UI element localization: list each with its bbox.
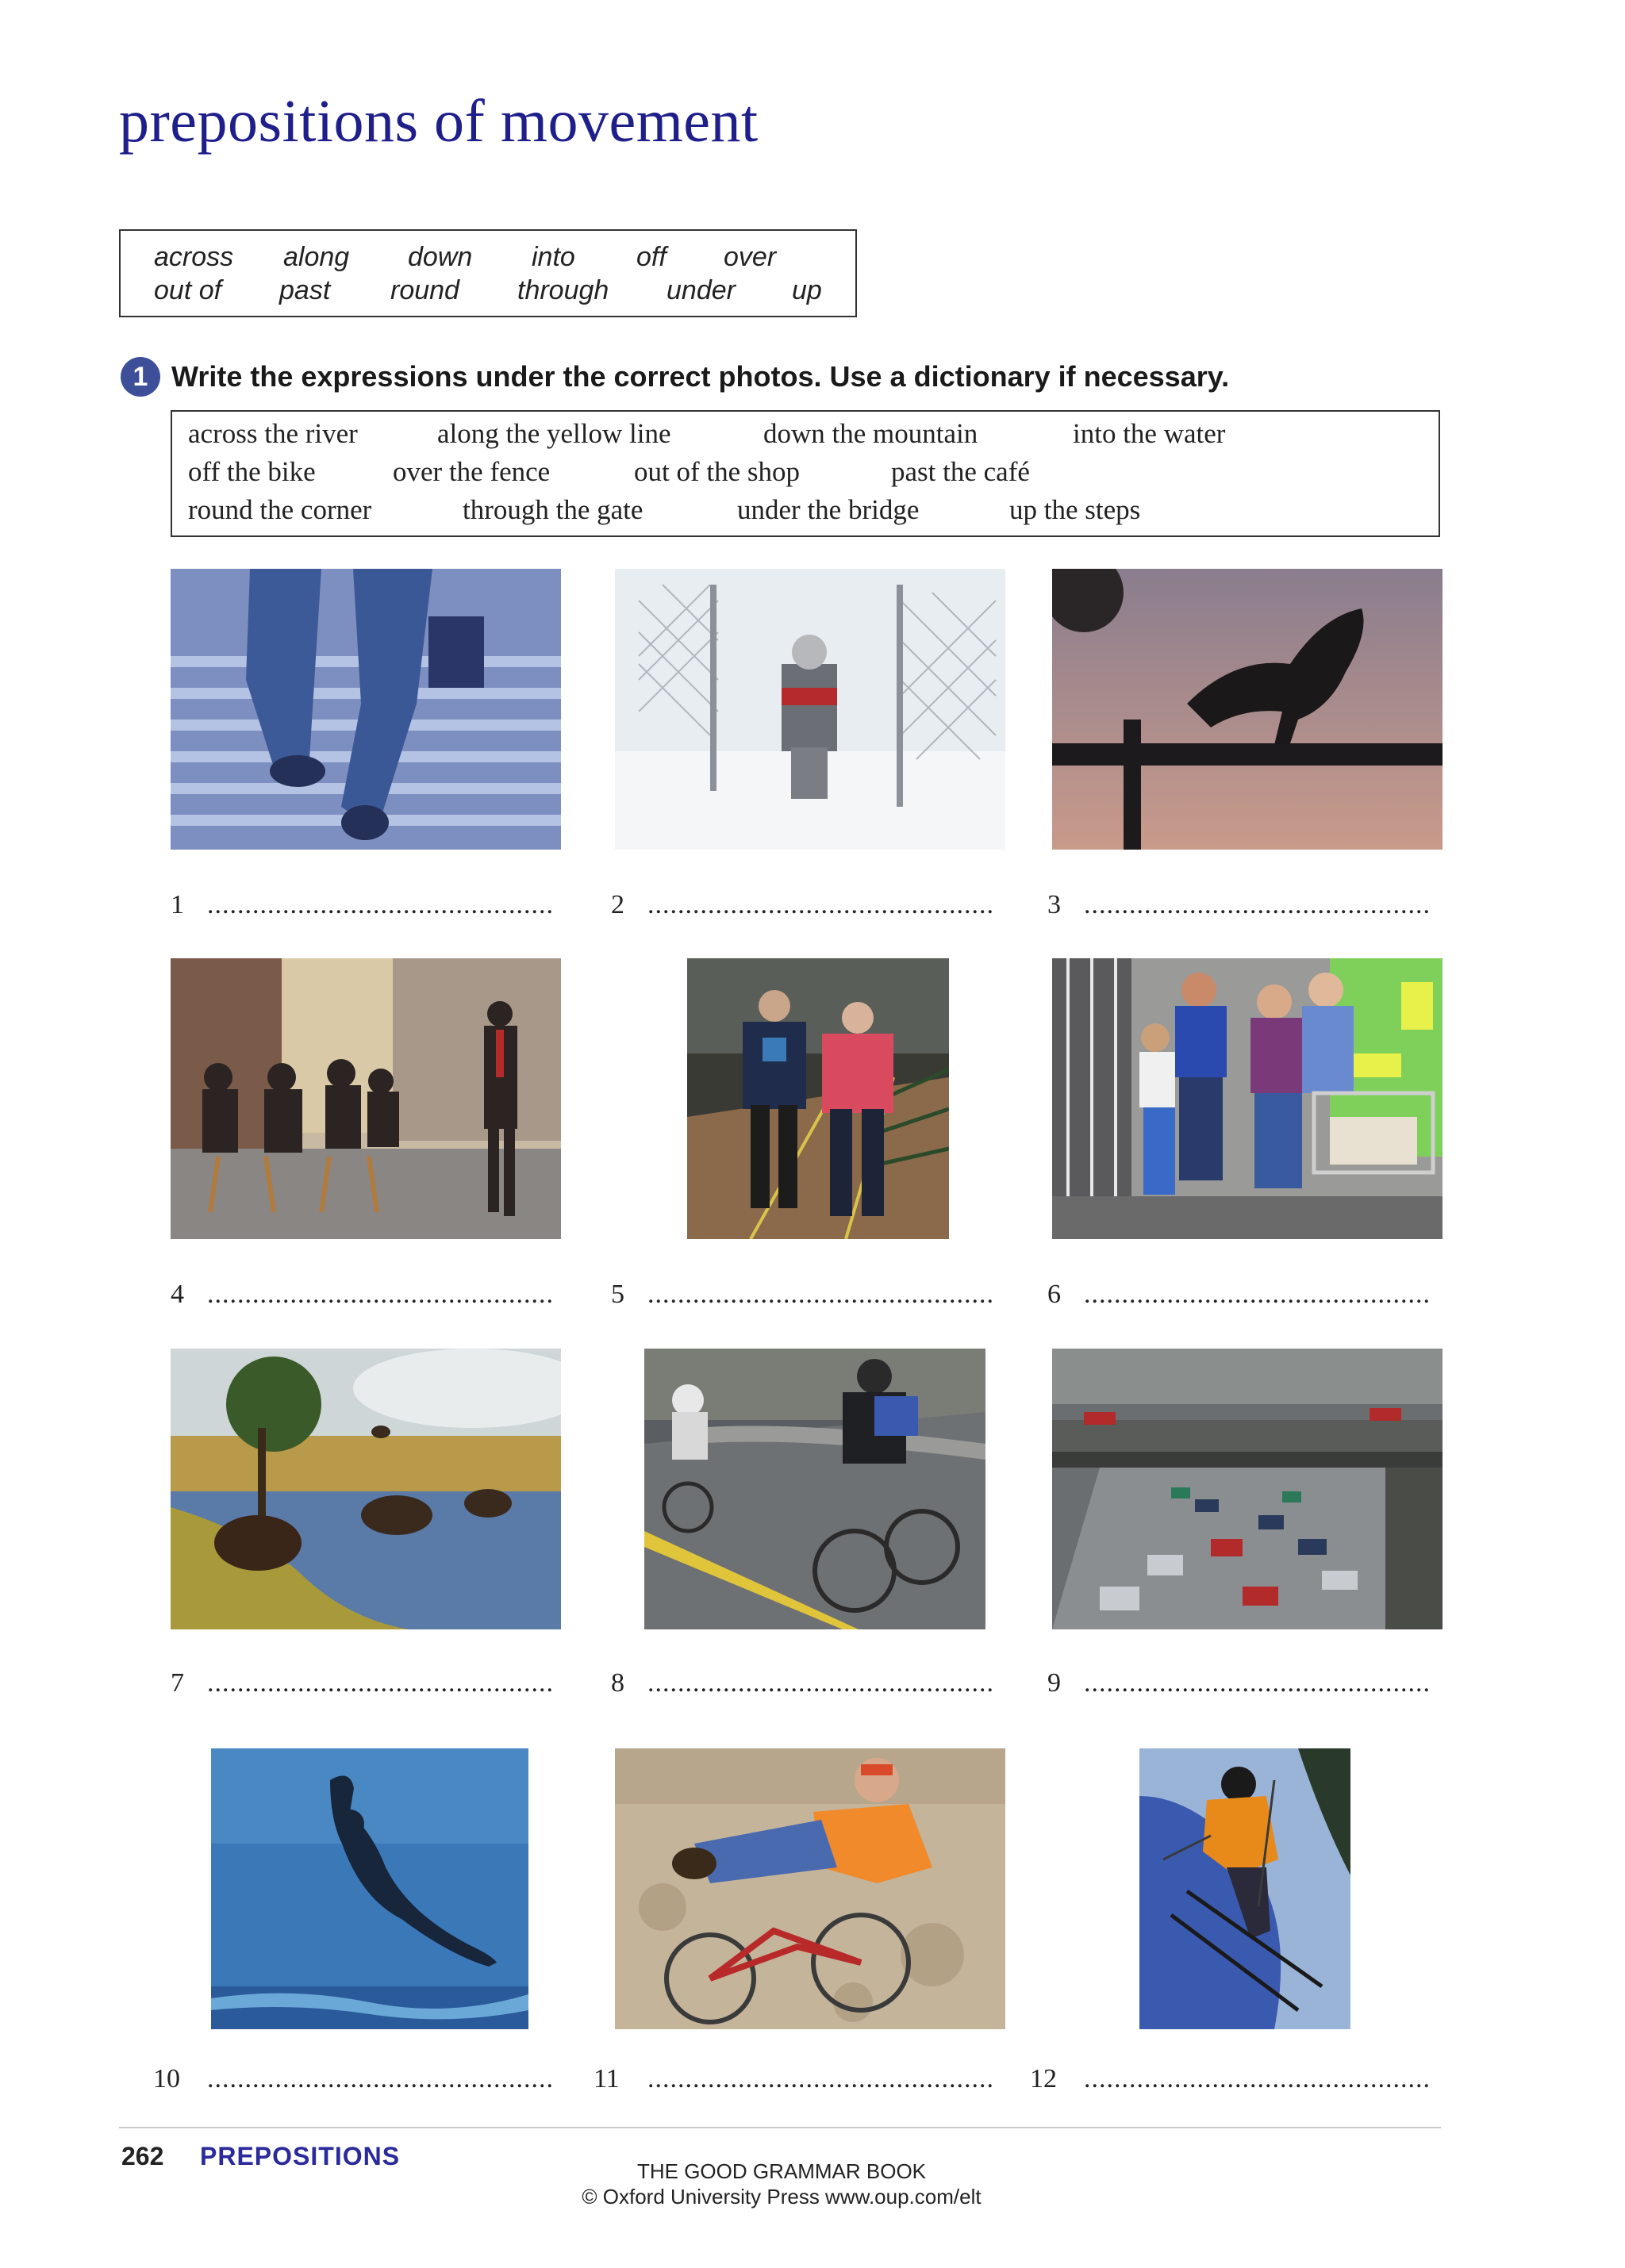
- answer-dots: ..............................................: [1084, 1280, 1431, 1309]
- photo-through-gate: [615, 569, 1005, 850]
- expression: round the corner: [188, 494, 372, 525]
- instruction-text: Write the expressions under the correct photos. Use a dictionary if necessary.: [171, 360, 1230, 393]
- preposition-word: off: [636, 242, 667, 272]
- photo-off-bike-cyclists: [644, 1349, 985, 1629]
- answer-dots: ..............................................: [207, 2064, 554, 2093]
- answer-line[interactable]: [611, 890, 994, 920]
- answer-number: 3: [1047, 890, 1061, 919]
- answer-dots: ..............................................: [1084, 2064, 1431, 2093]
- expression: down the mountain: [763, 418, 978, 449]
- photo-into-water: [211, 1748, 528, 2029]
- photo-off-bike-fall: [615, 1748, 1005, 2029]
- footer-credits: [555, 2159, 1008, 2209]
- expression: under the bridge: [737, 494, 920, 525]
- preposition-word: along: [283, 242, 350, 272]
- preposition-word: over: [724, 242, 777, 272]
- prepositions-box: [119, 229, 857, 317]
- answer-dots: ..............................................: [647, 1668, 994, 1698]
- expression: through the gate: [463, 494, 643, 525]
- photo-across-river: [171, 1349, 561, 1629]
- expression: out of the shop: [634, 456, 801, 487]
- answer-dots: ..............................................: [647, 1280, 994, 1309]
- answer-number: 10: [153, 2064, 180, 2093]
- answer-dots: ..............................................: [207, 890, 554, 919]
- preposition-word: through: [517, 275, 609, 305]
- expressions-box: [171, 410, 1440, 537]
- photo-up-steps: [171, 569, 561, 850]
- answer-line[interactable]: [611, 1668, 994, 1698]
- expression: up the steps: [1009, 494, 1141, 525]
- photo-under-bridge: [1052, 1349, 1443, 1629]
- answer-number: 5: [611, 1280, 624, 1309]
- answer-number: 12: [1030, 2064, 1057, 2093]
- expression: over the fence: [393, 456, 551, 487]
- answer-number: 7: [171, 1668, 184, 1698]
- photo-out-of-shop: [1052, 958, 1443, 1239]
- answer-line[interactable]: [1030, 2064, 1431, 2094]
- preposition-word: into: [532, 242, 575, 272]
- answer-number: 4: [171, 1280, 184, 1309]
- answer-number: 9: [1047, 1668, 1061, 1698]
- preposition-word: across: [154, 242, 234, 272]
- book-title: THE GOOD GRAMMAR BOOK: [636, 2159, 927, 2183]
- answer-dots: ..............................................: [647, 2064, 994, 2093]
- preposition-word: past: [279, 275, 331, 305]
- expression: past the café: [891, 456, 1030, 487]
- answer-number: 8: [611, 1668, 624, 1698]
- answer-line[interactable]: [171, 1280, 554, 1310]
- answer-number: 2: [611, 890, 624, 919]
- answer-line[interactable]: [171, 1668, 554, 1698]
- section-title: PREPOSITIONS: [200, 2142, 401, 2170]
- expression: into the water: [1073, 418, 1226, 449]
- answer-line[interactable]: [1047, 890, 1431, 920]
- page-number: 262: [121, 2142, 164, 2170]
- preposition-word: round: [390, 275, 459, 305]
- answer-line[interactable]: [171, 890, 554, 920]
- expression: along the yellow line: [437, 418, 671, 449]
- preposition-word: out of: [154, 275, 222, 305]
- exercise-number-badge: 1: [121, 357, 160, 397]
- answer-number: 1: [171, 890, 184, 919]
- answer-line[interactable]: [611, 1280, 994, 1310]
- answer-line[interactable]: [1047, 1668, 1431, 1698]
- answer-dots: ..............................................: [207, 1280, 554, 1309]
- answer-number: 11: [594, 2064, 620, 2093]
- preposition-word: under: [667, 275, 736, 305]
- answer-dots: ..............................................: [1084, 890, 1431, 919]
- answer-dots: ..............................................: [1084, 1668, 1431, 1698]
- answer-number: 6: [1047, 1280, 1061, 1309]
- photo-past-cafe: [171, 958, 561, 1239]
- exercise-instruction: [121, 357, 1229, 397]
- answer-line[interactable]: [1047, 1280, 1431, 1310]
- preposition-word: down: [408, 242, 473, 272]
- preposition-word: up: [792, 275, 822, 305]
- footer-divider: [119, 2127, 1441, 2128]
- photo-along-yellow-line: [687, 958, 949, 1239]
- answer-dots: ..............................................: [647, 890, 994, 919]
- expression: off the bike: [188, 456, 316, 487]
- expression: across the river: [188, 418, 358, 449]
- answer-dots: ..............................................: [207, 1668, 554, 1698]
- copyright: © Oxford University Press www.oup.com/elt: [582, 2185, 982, 2209]
- page-title: prepositions of movement: [119, 88, 759, 155]
- answer-line[interactable]: [153, 2064, 554, 2094]
- photo-over-fence: [1052, 569, 1443, 850]
- answer-line[interactable]: [594, 2064, 994, 2094]
- photo-down-mountain: [1139, 1748, 1350, 2029]
